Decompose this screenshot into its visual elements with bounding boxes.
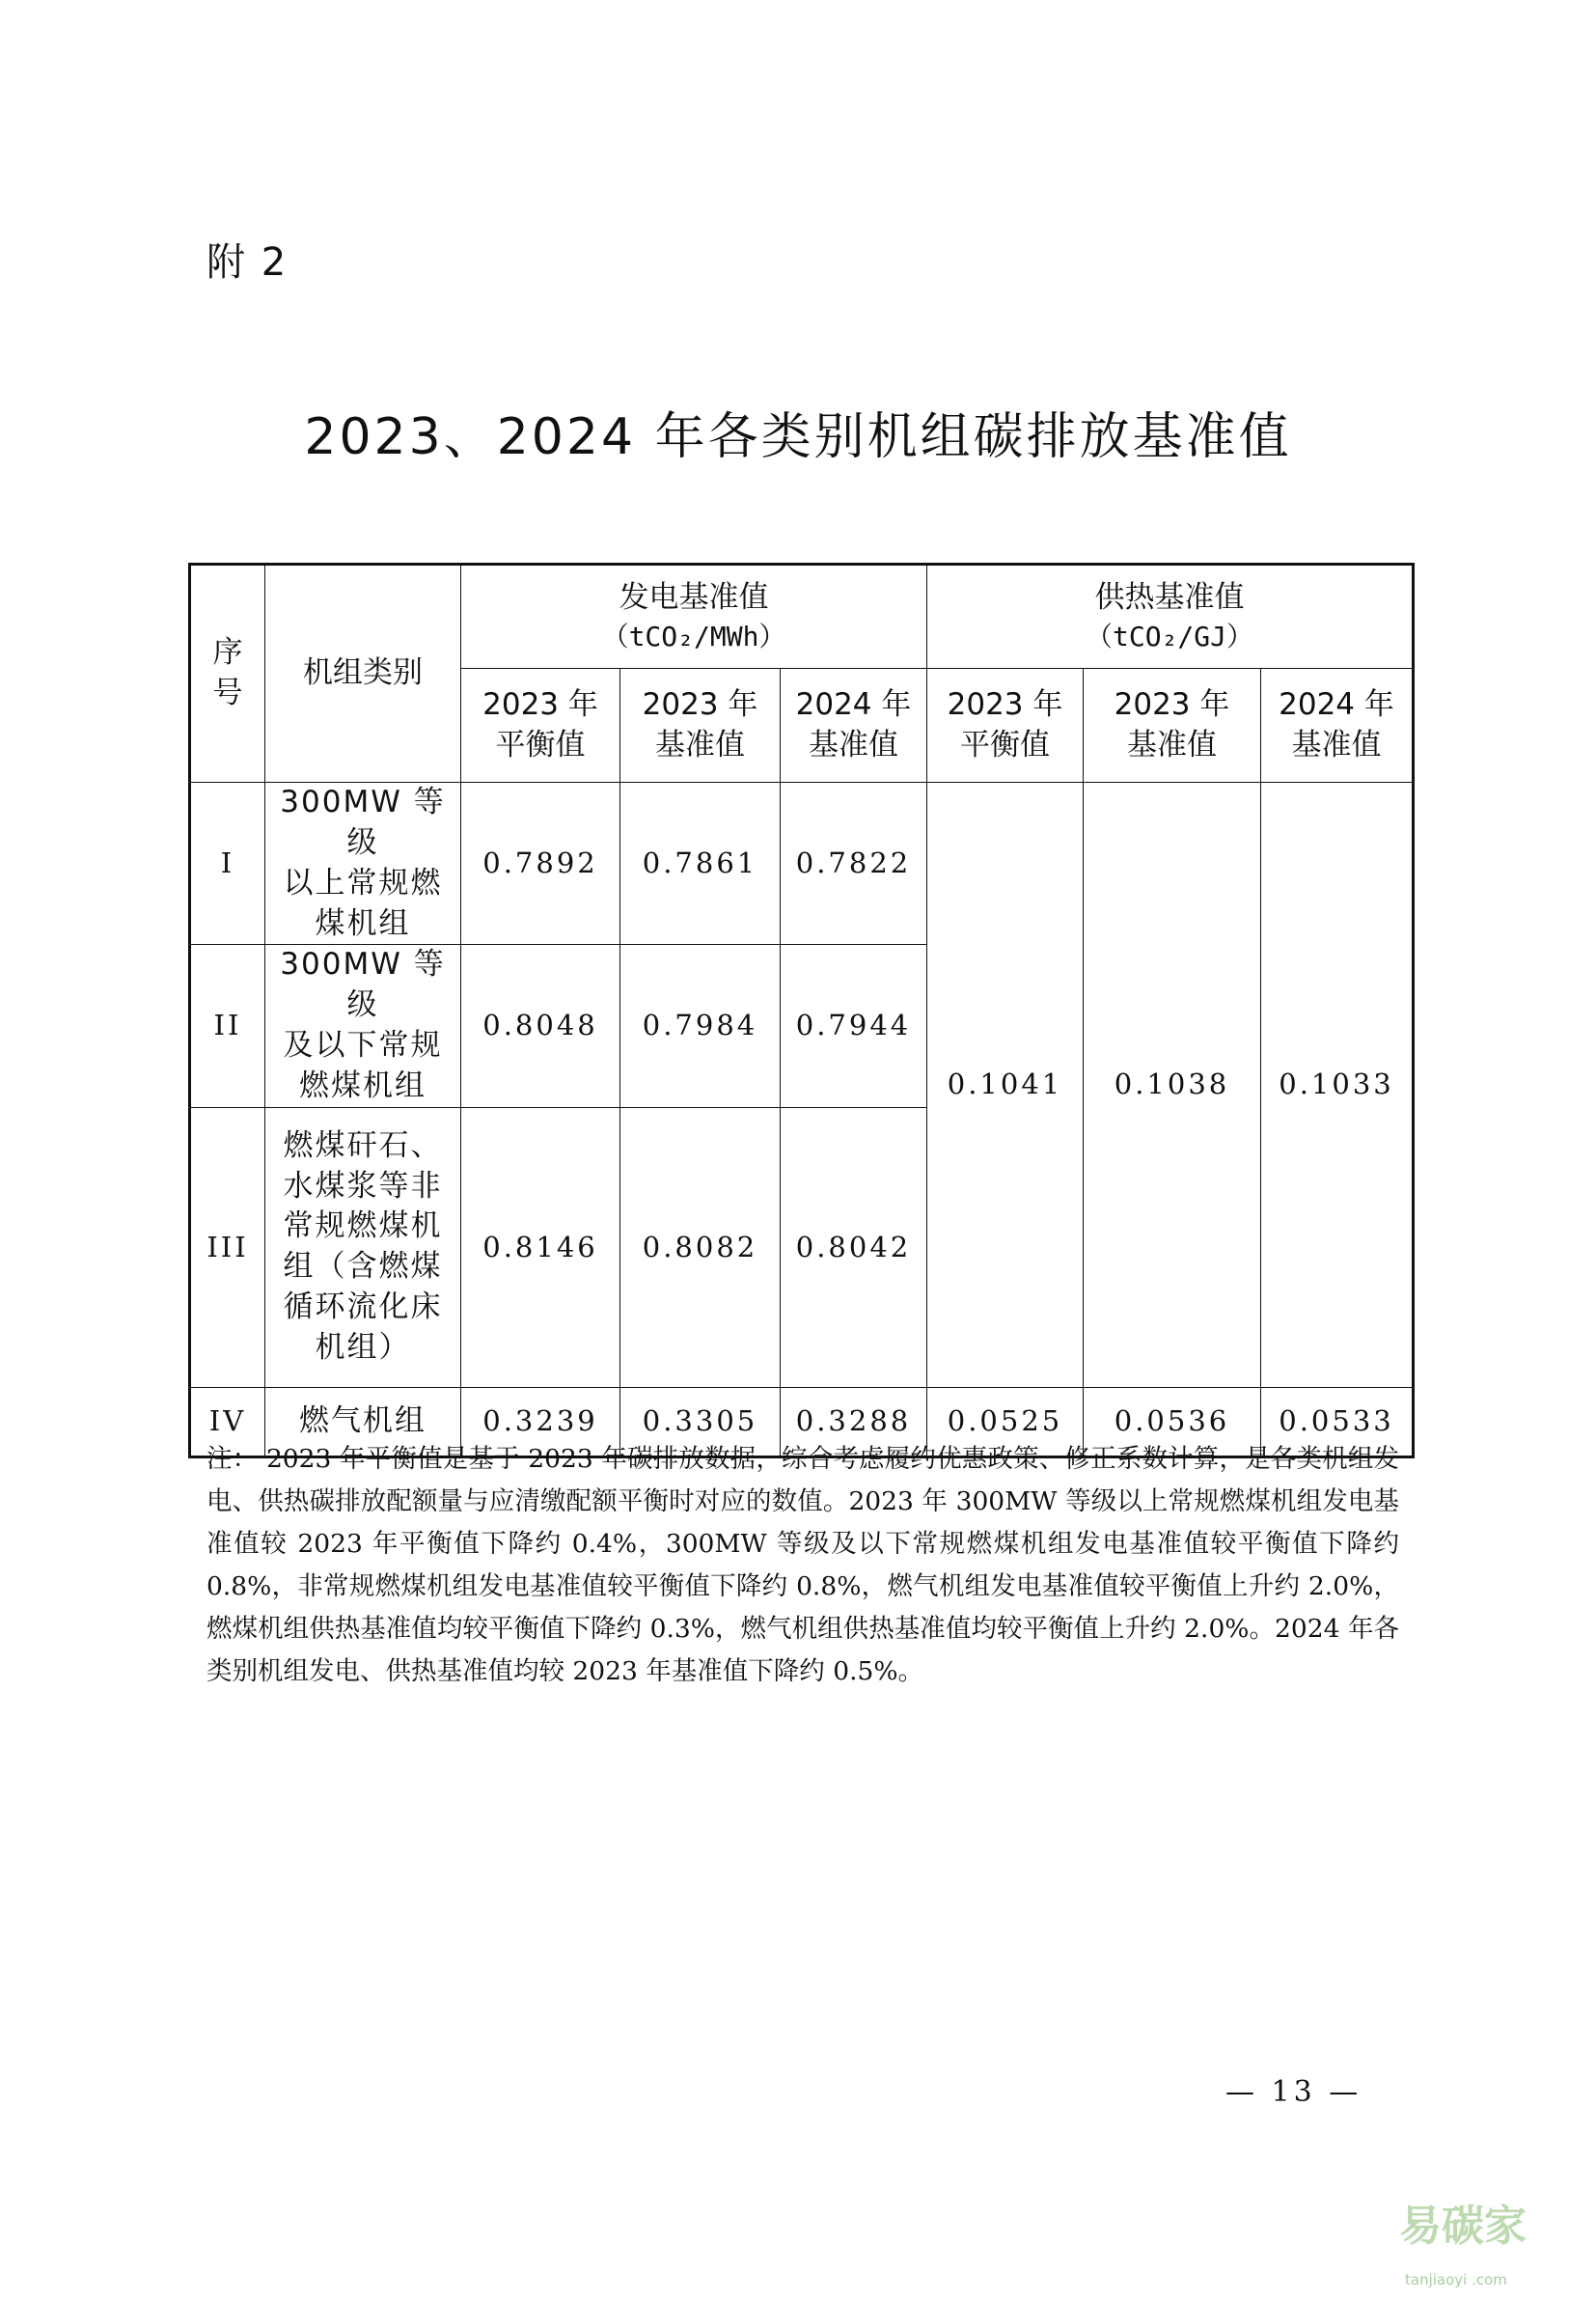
row-seq: I	[190, 783, 265, 945]
value-cell: 0.8082	[620, 1107, 781, 1387]
row-type: 燃气机组	[265, 1387, 461, 1456]
coal-heat-value-cell: 0.1038	[1084, 783, 1261, 1388]
watermark-brand: 易碳家	[1399, 2202, 1527, 2251]
value-cell: 0.7984	[620, 945, 781, 1107]
value-cell: 0.8048	[461, 945, 620, 1107]
annex-label: 附 2	[206, 240, 289, 285]
coal-heat-value-cell: 0.1041	[927, 783, 1084, 1388]
coal-heat-value-cell: 0.1033	[1261, 783, 1414, 1388]
row-type: 300MW 等级 及以下常规 燃煤机组	[265, 945, 461, 1107]
value-cell: 0.7822	[781, 783, 927, 945]
row-type: 燃煤矸石、 水煤浆等非 常规燃煤机 组（含燃煤 循环流化床 机组）	[265, 1107, 461, 1387]
header-type: 机组类别	[265, 565, 461, 783]
value-cell: 0.7861	[620, 783, 781, 945]
value-cell: 0.3239	[461, 1387, 620, 1456]
watermark-logo	[1399, 2191, 1596, 2302]
header-col: 2023 年 平衡值	[461, 669, 620, 783]
header-col: 2023 年 平衡值	[927, 669, 1084, 783]
value-cell: 0.7892	[461, 783, 620, 945]
value-cell: 0.8146	[461, 1107, 620, 1387]
value-cell: 0.8042	[781, 1107, 927, 1387]
header-col: 2024 年 基准值	[781, 669, 927, 783]
value-cell: 0.3288	[781, 1387, 927, 1456]
header-heat-group: 供热基准值 （tCO₂/GJ）	[927, 565, 1414, 669]
value-cell: 0.3305	[620, 1387, 781, 1456]
page-title: 2023、2024 年各类别机组碳排放基准值	[304, 408, 1292, 466]
header-seq: 序号	[190, 565, 265, 783]
table-row	[190, 783, 1414, 945]
row-seq: II	[190, 945, 265, 1107]
row-seq: IV	[190, 1387, 265, 1456]
row-seq: III	[190, 1107, 265, 1387]
page-number: — 13 —	[1225, 2075, 1362, 2109]
value-cell: 0.7944	[781, 945, 927, 1107]
watermark-domain: tanjiaoyi .com	[1405, 2271, 1507, 2288]
value-cell: 0.0525	[927, 1387, 1084, 1456]
header-col: 2024 年 基准值	[1261, 669, 1414, 783]
value-cell: 0.0536	[1084, 1387, 1261, 1456]
header-power-group: 发电基准值 （tCO₂/MWh）	[461, 565, 927, 669]
header-col: 2023 年 基准值	[620, 669, 781, 783]
table-note: 注： 2023 年平衡值是基于 2023 年碳排放数据，综合考虑履约优惠政策、修正系数计算，是各类机组发电、供热碳排放配额量与应清缴配额平衡时对应的数值。2023 年 300MW 等级以上常规燃煤机组发电基准值较 2023 年平衡值下降约 0.4%，300MW 等级及以下常规燃煤机组发电基准值较平衡值下降约 0.8%，非常规燃煤机组发电基准值较平衡值下降约 0.8%，燃气机组发电基准值较平衡值上升约 2.0%，燃煤机组供热基准值均较平衡值下降约 0.3%，燃气机组供热基准值均较平衡值上升约 2.0%。2024 年各类别机组发电、供热基准值均较 2023 年基准值下降约 0.5%。	[206, 1444, 1399, 1686]
value-cell: 0.0533	[1261, 1387, 1414, 1456]
header-col: 2023 年 基准值	[1084, 669, 1261, 783]
row-type: 300MW 等级 以上常规燃 煤机组	[265, 783, 461, 945]
baseline-table	[188, 563, 1415, 1458]
